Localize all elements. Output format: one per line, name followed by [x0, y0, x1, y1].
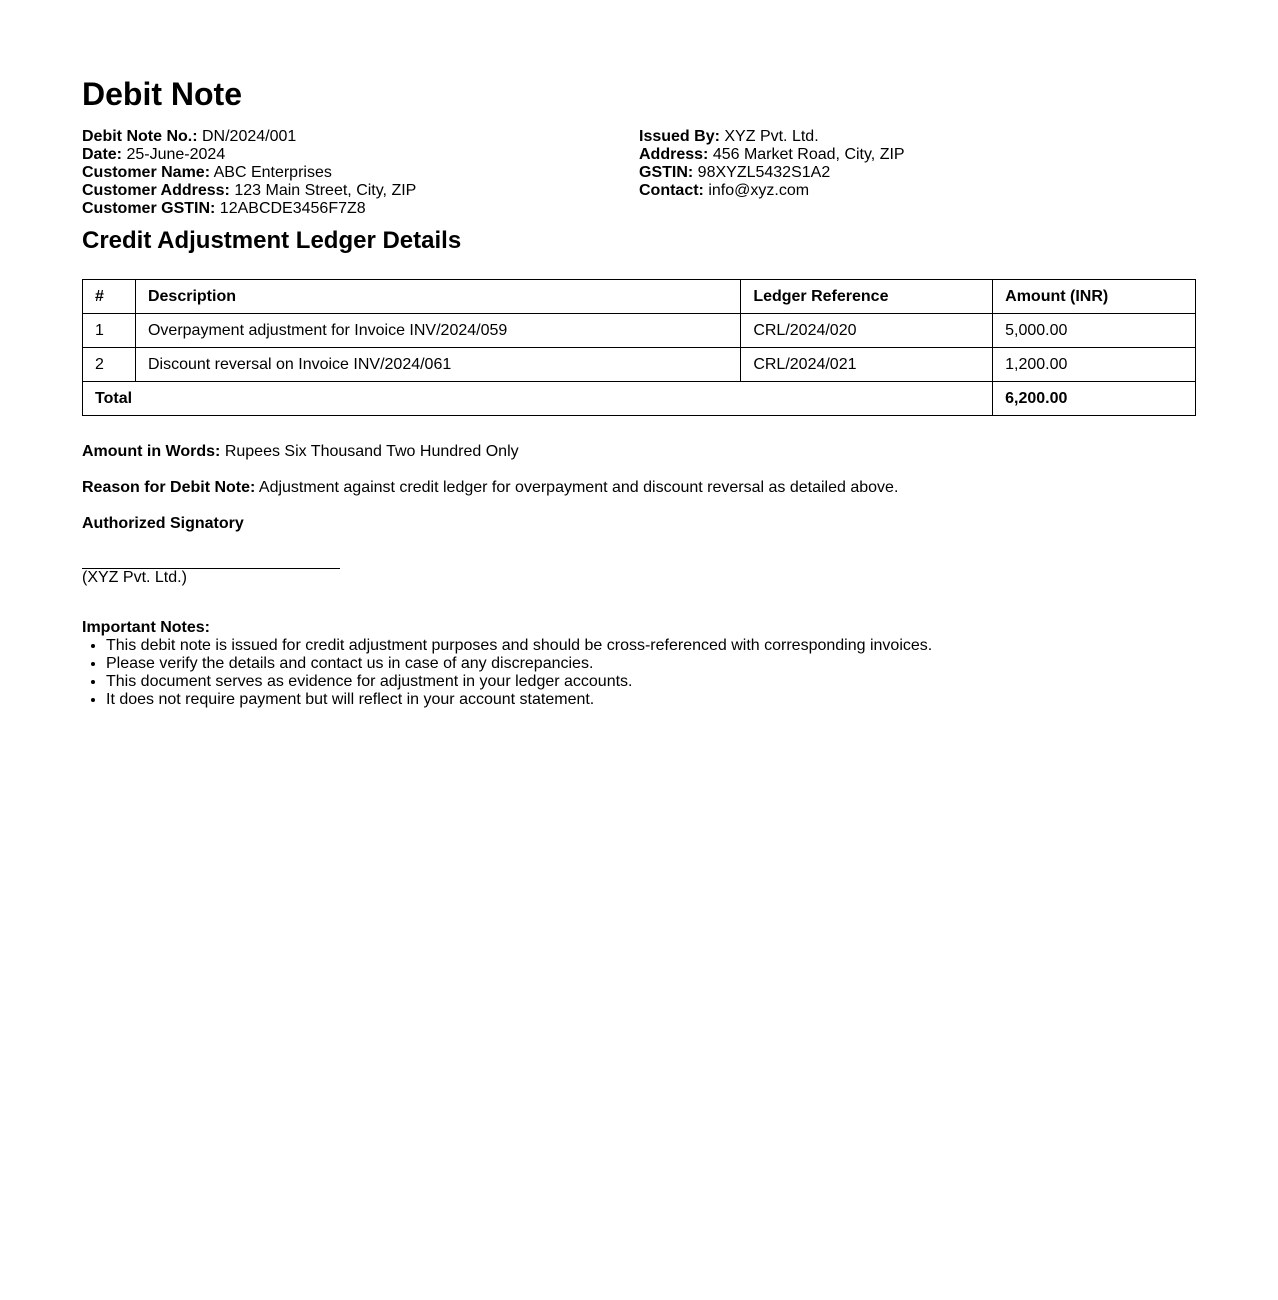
customer-address	[82, 182, 416, 200]
info-label: Contact:	[639, 182, 704, 199]
info-label: Customer Address:	[82, 182, 230, 199]
signatory-heading-text: Authorized Signatory	[82, 515, 244, 532]
info-label: Issued By:	[639, 128, 720, 145]
document-title: Debit Note	[82, 76, 242, 112]
customer-name	[82, 164, 416, 182]
cell-number: 2	[83, 348, 136, 382]
column-header-number: #	[83, 280, 136, 314]
list-item: • This debit note is issued for credit adjustment purposes and should be cross-referenced with corresponding invoices.	[106, 637, 932, 655]
info-value: XYZ Pvt. Ltd.	[724, 128, 819, 145]
total-value: 6,200.00	[993, 382, 1196, 416]
info-value: 98XYZL5432S1A2	[697, 164, 831, 181]
debit-note-number	[82, 128, 416, 146]
info-value: DN/2024/001	[202, 128, 297, 145]
table-header-row	[83, 280, 1196, 314]
signatory-heading	[82, 515, 244, 533]
column-header-amount: Amount (INR)	[993, 280, 1196, 314]
issuer-address	[639, 146, 905, 164]
issuer-gstin	[639, 164, 905, 182]
notes-heading-text: Important Notes:	[82, 619, 210, 636]
info-label: Address:	[639, 146, 709, 163]
list-item: • Please verify the details and contact us in case of any discrepancies.	[106, 655, 932, 673]
info-value: 12ABCDE3456F7Z8	[219, 200, 366, 217]
info-value: ABC Enterprises	[213, 164, 332, 181]
issuer-contact	[639, 182, 905, 200]
column-header-description: Description	[135, 280, 740, 314]
notes-list	[82, 637, 932, 709]
amount-in-words-label: Amount in Words:	[82, 443, 221, 460]
reason-label: Reason for Debit Note:	[82, 479, 256, 496]
info-value: 123 Main Street, City, ZIP	[234, 182, 417, 199]
cell-ledger-reference: CRL/2024/020	[741, 314, 993, 348]
issuer-details	[639, 128, 905, 200]
table-row	[83, 314, 1196, 348]
amount-in-words-value: Rupees Six Thousand Two Hundred Only	[224, 443, 519, 460]
issued-by	[639, 128, 905, 146]
amount-in-words	[82, 443, 519, 461]
total-label: Total	[83, 382, 993, 416]
info-label: GSTIN:	[639, 164, 694, 181]
info-value: info@xyz.com	[708, 182, 810, 199]
ledger-table	[82, 279, 1196, 416]
list-item: • This document serves as evidence for adjustment in your ledger accounts.	[106, 673, 932, 691]
customer-details	[82, 128, 416, 218]
cell-amount: 5,000.00	[993, 314, 1196, 348]
reason-value: Adjustment against credit ledger for overpayment and discount reversal as detailed above.	[258, 479, 899, 496]
cell-amount: 1,200.00	[993, 348, 1196, 382]
info-value: 25-June-2024	[126, 146, 226, 163]
table-row	[83, 348, 1196, 382]
reason-for-debit-note	[82, 479, 898, 497]
cell-description: Overpayment adjustment for Invoice INV/2024/059	[135, 314, 740, 348]
list-item: • It does not require payment but will reflect in your account statement.	[106, 691, 932, 709]
info-label: Customer Name:	[82, 164, 211, 181]
cell-ledger-reference: CRL/2024/021	[741, 348, 993, 382]
debit-note-date	[82, 146, 416, 164]
customer-gstin	[82, 200, 416, 218]
cell-number: 1	[83, 314, 136, 348]
column-header-ledger-reference: Ledger Reference	[741, 280, 993, 314]
signatory-name: (XYZ Pvt. Ltd.)	[82, 569, 187, 586]
info-label: Customer GSTIN:	[82, 200, 216, 217]
ledger-heading: Credit Adjustment Ledger Details	[82, 227, 462, 254]
cell-description: Discount reversal on Invoice INV/2024/061	[135, 348, 740, 382]
info-label: Date:	[82, 146, 123, 163]
total-row	[83, 382, 1196, 416]
notes-heading	[82, 619, 210, 637]
info-label: Debit Note No.:	[82, 128, 198, 145]
info-value: 456 Market Road, City, ZIP	[712, 146, 905, 163]
